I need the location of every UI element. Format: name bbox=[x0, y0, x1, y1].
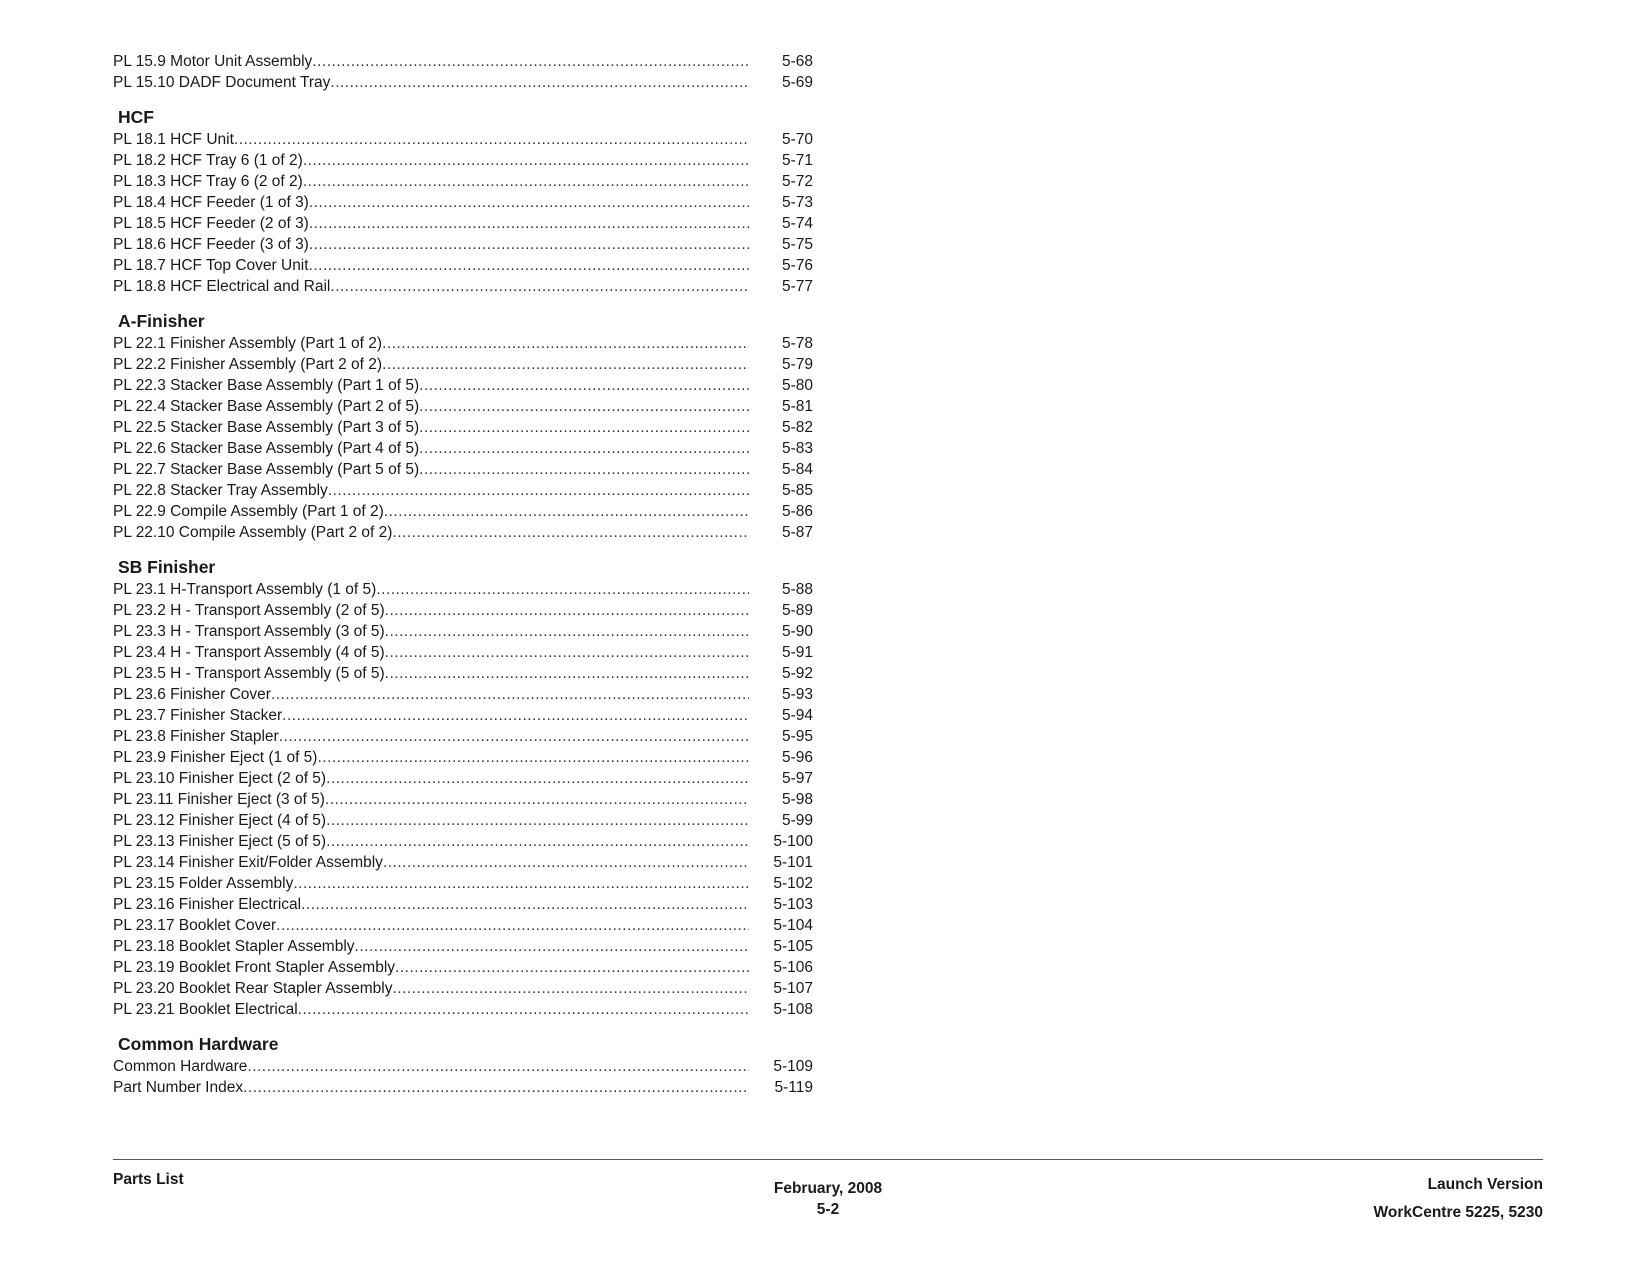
toc-entry-title: PL 23.16 Finisher Electrical bbox=[113, 896, 302, 913]
toc-entry-page: 5-89 bbox=[781, 602, 813, 619]
toc-entry-title: PL 23.10 Finisher Eject (2 of 5) bbox=[113, 770, 327, 787]
dot-leader bbox=[309, 234, 749, 255]
toc-entry-title: PL 18.1 HCF Unit bbox=[113, 131, 234, 148]
dot-leader bbox=[326, 831, 749, 852]
toc-entry-page: 5-74 bbox=[781, 215, 813, 232]
toc-entry-page: 5-77 bbox=[781, 278, 813, 295]
toc-entry-page: 5-75 bbox=[781, 236, 813, 253]
toc-entry[interactable] bbox=[113, 522, 813, 543]
toc-entry[interactable] bbox=[113, 192, 813, 213]
toc-entry-page: 5-68 bbox=[781, 53, 813, 70]
dot-leader bbox=[271, 684, 749, 705]
toc-entry-page: 5-109 bbox=[773, 1058, 813, 1075]
dot-leader bbox=[385, 642, 749, 663]
toc-entry-page: 5-69 bbox=[781, 74, 813, 91]
toc-entry-page: 5-82 bbox=[781, 419, 813, 436]
dot-leader bbox=[303, 150, 749, 171]
toc-entry[interactable] bbox=[113, 726, 813, 747]
section-heading: Common Hardware bbox=[118, 1034, 279, 1054]
toc-entry-page: 5-96 bbox=[781, 749, 813, 766]
toc-entry-page: 5-84 bbox=[781, 461, 813, 478]
toc-entry-title: PL 23.17 Booklet Cover bbox=[113, 917, 277, 934]
toc-entry[interactable] bbox=[113, 999, 813, 1020]
toc-entry-page: 5-88 bbox=[781, 581, 813, 598]
toc-entry[interactable] bbox=[113, 72, 813, 93]
toc-entry[interactable] bbox=[113, 234, 813, 255]
toc-entry-page: 5-100 bbox=[773, 833, 813, 850]
footer-right bbox=[1374, 1171, 1543, 1227]
toc-entry[interactable] bbox=[113, 501, 813, 522]
toc-entry-page: 5-76 bbox=[781, 257, 813, 274]
dot-leader bbox=[385, 663, 749, 684]
toc-entry[interactable] bbox=[113, 1077, 813, 1098]
toc-entry-title: PL 23.9 Finisher Eject (1 of 5) bbox=[113, 749, 318, 766]
toc-entry[interactable] bbox=[113, 276, 813, 297]
toc-entry[interactable] bbox=[113, 789, 813, 810]
toc-entry-title: PL 23.21 Booklet Electrical bbox=[113, 1001, 298, 1018]
dot-leader bbox=[276, 915, 749, 936]
toc-entry-page: 5-72 bbox=[781, 173, 813, 190]
table-of-contents bbox=[113, 51, 813, 1098]
toc-entry-page: 5-83 bbox=[781, 440, 813, 457]
toc-entry-page: 5-91 bbox=[781, 644, 813, 661]
toc-entry[interactable] bbox=[113, 417, 813, 438]
toc-entry[interactable] bbox=[113, 684, 813, 705]
toc-entry-page: 5-101 bbox=[773, 854, 813, 871]
toc-entry-page: 5-85 bbox=[781, 482, 813, 499]
toc-entry-title: PL 15.9 Motor Unit Assembly bbox=[113, 53, 313, 70]
dot-leader bbox=[325, 789, 749, 810]
dot-leader bbox=[330, 72, 749, 93]
dot-leader bbox=[298, 999, 749, 1020]
toc-entry[interactable] bbox=[113, 810, 813, 831]
toc-entry-page: 5-86 bbox=[781, 503, 813, 520]
toc-entry[interactable] bbox=[113, 747, 813, 768]
toc-entry-page: 5-93 bbox=[781, 686, 813, 703]
toc-entry-title: PL 23.15 Folder Assembly bbox=[113, 875, 294, 892]
toc-entry-page: 5-79 bbox=[781, 356, 813, 373]
dot-leader bbox=[234, 129, 749, 150]
section-heading: HCF bbox=[118, 107, 154, 127]
toc-entry[interactable] bbox=[113, 396, 813, 417]
toc-entry-title: PL 23.14 Finisher Exit/Folder Assembly bbox=[113, 854, 383, 871]
toc-entry-title: PL 18.5 HCF Feeder (2 of 3) bbox=[113, 215, 309, 232]
footer-product: WorkCentre 5225, 5230 bbox=[1373, 1204, 1543, 1221]
toc-entry-page: 5-102 bbox=[773, 875, 813, 892]
toc-entry[interactable] bbox=[113, 621, 813, 642]
toc-entry-title: PL 23.4 H - Transport Assembly (4 of 5) bbox=[113, 644, 385, 661]
dot-leader bbox=[419, 438, 749, 459]
toc-entry-title: PL 23.5 H - Transport Assembly (5 of 5) bbox=[113, 665, 385, 682]
toc-entry-title: PL 23.19 Booklet Front Stapler Assembly bbox=[113, 959, 396, 976]
toc-entry[interactable] bbox=[113, 957, 813, 978]
footer-section-title: Parts List bbox=[113, 1171, 184, 1188]
toc-entry-page: 5-104 bbox=[773, 917, 813, 934]
toc-entry[interactable] bbox=[113, 150, 813, 171]
toc-entry-title: PL 23.6 Finisher Cover bbox=[113, 686, 271, 703]
dot-leader bbox=[309, 255, 749, 276]
toc-entry-title: PL 22.7 Stacker Base Assembly (Part 5 of 5) bbox=[113, 461, 420, 478]
dot-leader bbox=[384, 501, 749, 522]
toc-entry-page: 5-78 bbox=[781, 335, 813, 352]
toc-entry[interactable] bbox=[113, 642, 813, 663]
toc-entry-title: PL 23.8 Finisher Stapler bbox=[113, 728, 279, 745]
toc-entry-title: PL 23.11 Finisher Eject (3 of 5) bbox=[113, 791, 325, 808]
dot-leader bbox=[419, 417, 749, 438]
dot-leader bbox=[326, 810, 749, 831]
toc-entry[interactable] bbox=[113, 213, 813, 234]
toc-entry-page: 5-90 bbox=[781, 623, 813, 640]
toc-entry[interactable] bbox=[113, 438, 813, 459]
toc-entry[interactable] bbox=[113, 894, 813, 915]
dot-leader bbox=[392, 978, 749, 999]
toc-entry-page: 5-119 bbox=[774, 1079, 813, 1096]
toc-entry-page: 5-108 bbox=[773, 1001, 813, 1018]
dot-leader bbox=[309, 192, 749, 213]
toc-entry-page: 5-107 bbox=[773, 980, 813, 997]
toc-entry-title: PL 22.10 Compile Assembly (Part 2 of 2) bbox=[113, 524, 393, 541]
toc-entry[interactable] bbox=[113, 51, 813, 72]
dot-leader bbox=[355, 936, 749, 957]
toc-entry-page: 5-80 bbox=[781, 377, 813, 394]
toc-entry-page: 5-98 bbox=[781, 791, 813, 808]
dot-leader bbox=[309, 213, 749, 234]
toc-entry-title: PL 23.2 H - Transport Assembly (2 of 5) bbox=[113, 602, 385, 619]
toc-entry-title: PL 18.4 HCF Feeder (1 of 3) bbox=[113, 194, 309, 211]
toc-entry-title: PL 22.8 Stacker Tray Assembly bbox=[113, 482, 328, 499]
dot-leader bbox=[328, 480, 749, 501]
toc-entry-title: PL 18.7 HCF Top Cover Unit bbox=[113, 257, 309, 274]
toc-entry-page: 5-70 bbox=[781, 131, 813, 148]
dot-leader bbox=[317, 747, 749, 768]
toc-entry[interactable] bbox=[113, 480, 813, 501]
toc-entry[interactable] bbox=[113, 1056, 813, 1077]
toc-entry-title: PL 23.12 Finisher Eject (4 of 5) bbox=[113, 812, 327, 829]
dot-leader bbox=[303, 171, 749, 192]
section-heading: A-Finisher bbox=[118, 311, 205, 331]
toc-entry[interactable] bbox=[113, 255, 813, 276]
toc-entry[interactable] bbox=[113, 768, 813, 789]
footer-center bbox=[774, 1178, 882, 1220]
toc-entry-page: 5-105 bbox=[773, 938, 813, 955]
toc-entry-title: PL 22.5 Stacker Base Assembly (Part 3 of 5) bbox=[113, 419, 420, 436]
toc-entry-page: 5-103 bbox=[773, 896, 813, 913]
dot-leader bbox=[385, 600, 749, 621]
toc-entry-title: PL 22.1 Finisher Assembly (Part 1 of 2) bbox=[113, 335, 383, 352]
toc-entry-title: PL 22.9 Compile Assembly (Part 1 of 2) bbox=[113, 503, 384, 520]
toc-entry[interactable] bbox=[113, 705, 813, 726]
toc-entry-page: 5-81 bbox=[781, 398, 813, 415]
toc-entry-title: Common Hardware bbox=[113, 1058, 248, 1075]
toc-entry[interactable] bbox=[113, 333, 813, 354]
dot-leader bbox=[326, 768, 749, 789]
toc-entry-page: 5-99 bbox=[781, 812, 813, 829]
footer-version: Launch Version bbox=[1427, 1176, 1543, 1193]
page-footer bbox=[113, 1159, 1543, 1240]
dot-leader bbox=[243, 1077, 749, 1098]
toc-entry-title: PL 18.3 HCF Tray 6 (2 of 2) bbox=[113, 173, 303, 190]
toc-entry[interactable] bbox=[113, 873, 813, 894]
toc-entry-title: PL 18.2 HCF Tray 6 (1 of 2) bbox=[113, 152, 303, 169]
toc-entry-page: 5-71 bbox=[781, 152, 813, 169]
toc-entry-title: PL 15.10 DADF Document Tray bbox=[113, 74, 331, 91]
footer-page-number: 5-2 bbox=[816, 1201, 840, 1218]
toc-entry[interactable] bbox=[113, 129, 813, 150]
dot-leader bbox=[383, 852, 749, 873]
dot-leader bbox=[293, 873, 749, 894]
toc-entry-title: PL 22.4 Stacker Base Assembly (Part 2 of 5) bbox=[113, 398, 420, 415]
toc-entry-page: 5-97 bbox=[781, 770, 813, 787]
dot-leader bbox=[382, 333, 749, 354]
dot-leader bbox=[312, 51, 749, 72]
dot-leader bbox=[301, 894, 749, 915]
toc-entry-title: PL 23.3 H - Transport Assembly (3 of 5) bbox=[113, 623, 385, 640]
toc-entry-title: PL 23.18 Booklet Stapler Assembly bbox=[113, 938, 355, 955]
toc-entry-page: 5-95 bbox=[781, 728, 813, 745]
dot-leader bbox=[376, 579, 749, 600]
dot-leader bbox=[419, 375, 749, 396]
toc-entry[interactable] bbox=[113, 459, 813, 480]
toc-entry-title: PL 23.20 Booklet Rear Stapler Assembly bbox=[113, 980, 393, 997]
toc-entry-page: 5-92 bbox=[781, 665, 813, 682]
toc-entry[interactable] bbox=[113, 663, 813, 684]
toc-entry[interactable] bbox=[113, 600, 813, 621]
toc-entry-title: PL 23.13 Finisher Eject (5 of 5) bbox=[113, 833, 327, 850]
footer-date: February, 2008 bbox=[773, 1180, 883, 1197]
toc-entry-title: PL 22.6 Stacker Base Assembly (Part 4 of 5) bbox=[113, 440, 420, 457]
toc-entry[interactable] bbox=[113, 831, 813, 852]
dot-leader bbox=[282, 705, 749, 726]
toc-entry[interactable] bbox=[113, 936, 813, 957]
toc-entry[interactable] bbox=[113, 579, 813, 600]
dot-leader bbox=[419, 396, 749, 417]
toc-entry-page: 5-73 bbox=[781, 194, 813, 211]
dot-leader bbox=[279, 726, 749, 747]
dot-leader bbox=[382, 354, 749, 375]
toc-entry-title: PL 23.7 Finisher Stacker bbox=[113, 707, 283, 724]
dot-leader bbox=[247, 1056, 749, 1077]
toc-entry[interactable] bbox=[113, 375, 813, 396]
toc-entry[interactable] bbox=[113, 978, 813, 999]
dot-leader bbox=[330, 276, 749, 297]
toc-entry-title: PL 22.2 Finisher Assembly (Part 2 of 2) bbox=[113, 356, 383, 373]
toc-entry[interactable] bbox=[113, 852, 813, 873]
toc-entry[interactable] bbox=[113, 354, 813, 375]
dot-leader bbox=[395, 957, 749, 978]
dot-leader bbox=[419, 459, 749, 480]
dot-leader bbox=[385, 621, 749, 642]
toc-entry-title: Part Number Index bbox=[113, 1079, 244, 1096]
dot-leader bbox=[392, 522, 749, 543]
section-heading: SB Finisher bbox=[118, 557, 216, 577]
toc-entry-page: 5-94 bbox=[781, 707, 813, 724]
toc-entry-page: 5-106 bbox=[773, 959, 813, 976]
toc-entry-page: 5-87 bbox=[781, 524, 813, 541]
toc-entry-title: PL 23.1 H-Transport Assembly (1 of 5) bbox=[113, 581, 377, 598]
toc-entry[interactable] bbox=[113, 171, 813, 192]
toc-entry-title: PL 18.8 HCF Electrical and Rail bbox=[113, 278, 331, 295]
toc-entry[interactable] bbox=[113, 915, 813, 936]
toc-entry-title: PL 22.3 Stacker Base Assembly (Part 1 of 5) bbox=[113, 377, 420, 394]
toc-entry-title: PL 18.6 HCF Feeder (3 of 3) bbox=[113, 236, 309, 253]
